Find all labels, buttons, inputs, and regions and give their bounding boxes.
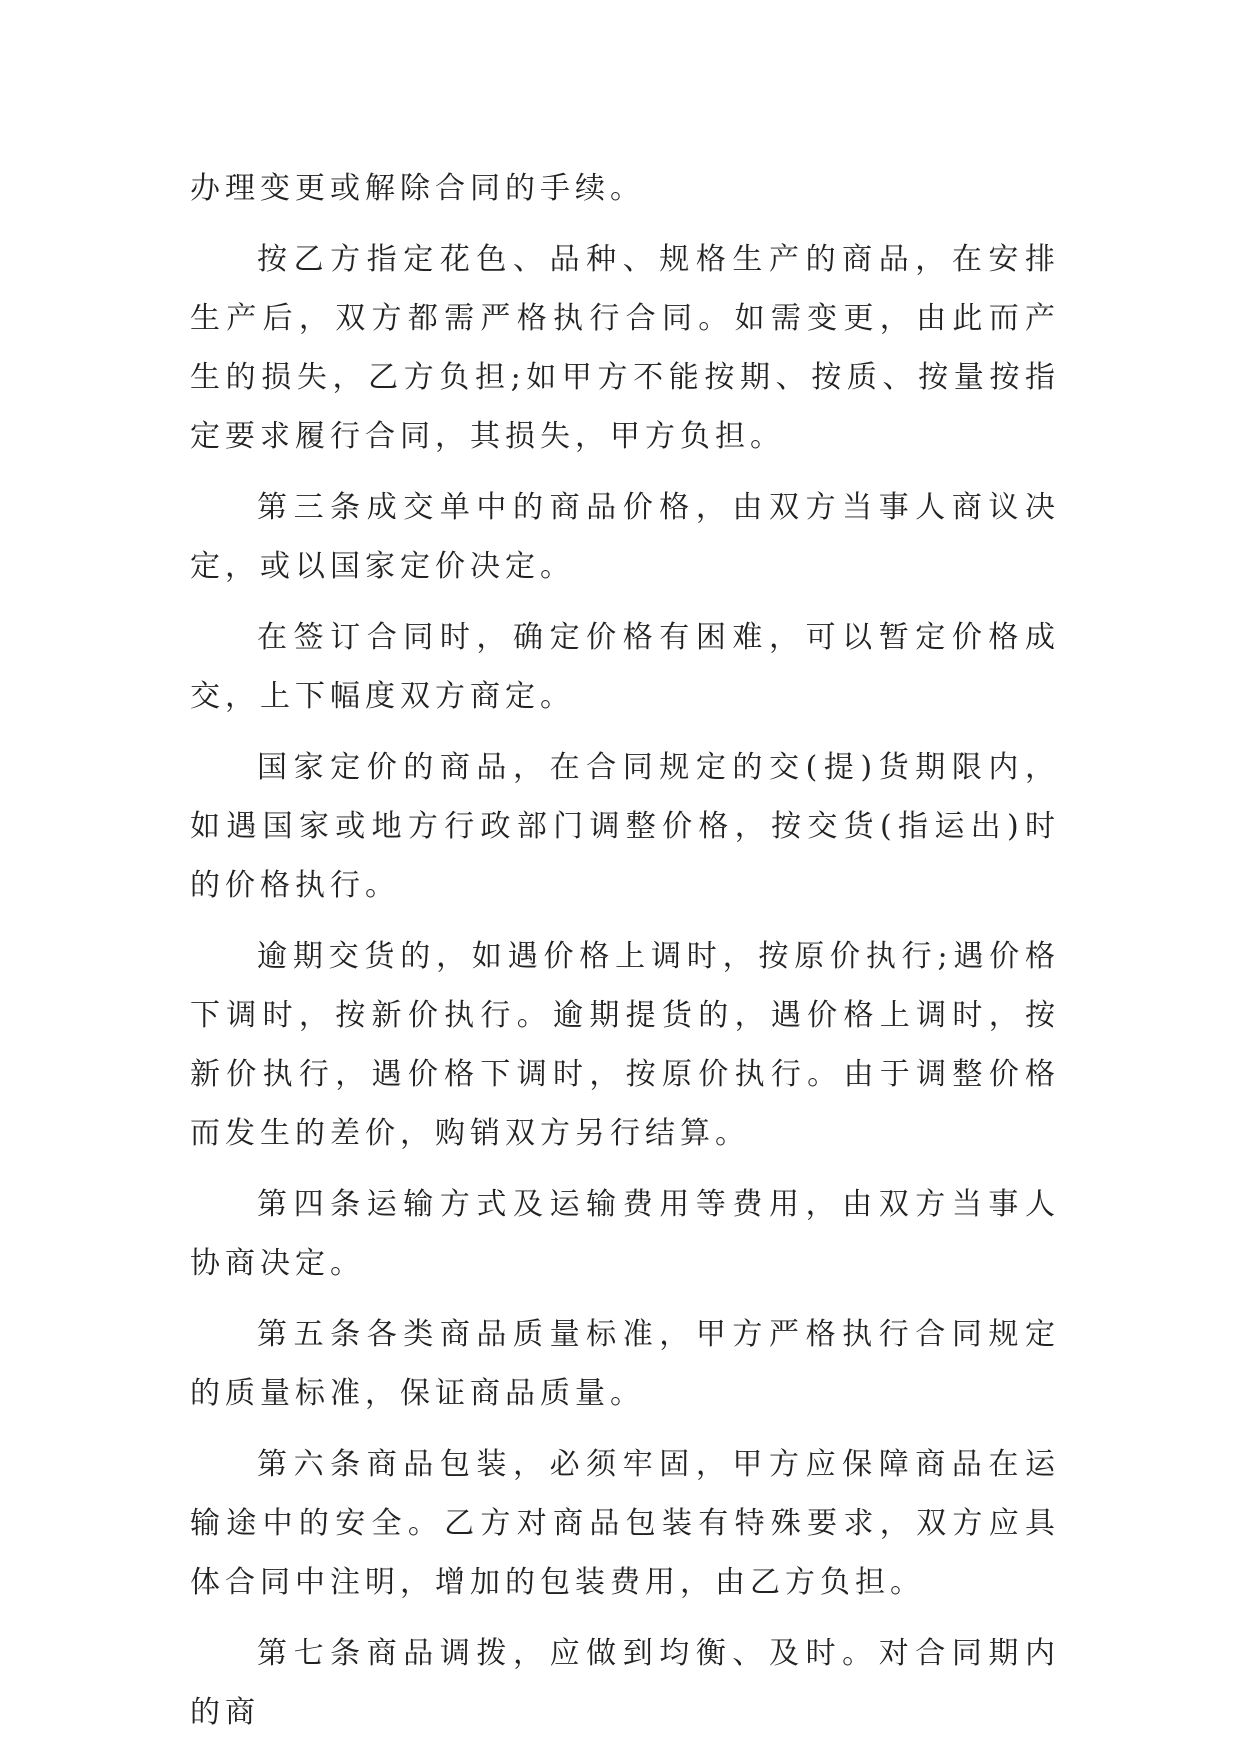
paragraph: 第七条商品调拨，应做到均衡、及时。对合同期内的商	[190, 1636, 1060, 1730]
paragraph: 第四条运输方式及运输费用等费用，由双方当事人协商决定。	[190, 1187, 1060, 1281]
paragraph: 办理变更或解除合同的手续。	[190, 171, 645, 206]
paragraph: 第五条各类商品质量标准，甲方严格执行合同规定的质量标准，保证商品质量。	[190, 1317, 1060, 1411]
paragraph: 第三条成交单中的商品价格，由双方当事人商议决定，或以国家定价决定。	[190, 490, 1060, 584]
paragraph: 国家定价的商品，在合同规定的交(提)货期限内，如遇国家或地方行政部门调整价格，按交货(指运出)时的价格执行。	[190, 750, 1060, 903]
paragraph: 逾期交货的，如遇价格上调时，按原价执行;遇价格下调时，按新价执行。逾期提货的，遇价格上调时，按新价执行，遇价格下调时，按原价执行。由于调整价格而发生的差价，购销双方另行结算。	[190, 939, 1060, 1151]
paragraph: 在签订合同时，确定价格有困难，可以暂定价格成交，上下幅度双方商定。	[190, 620, 1060, 714]
paragraph: 第六条商品包装，必须牢固，甲方应保障商品在运输途中的安全。乙方对商品包装有特殊要求，双方应具体合同中注明，增加的包装费用，由乙方负担。	[190, 1447, 1060, 1600]
paragraph: 按乙方指定花色、品种、规格生产的商品，在安排生产后，双方都需严格执行合同。如需变更，由此而产生的损失，乙方负担;如甲方不能按期、按质、按量按指定要求履行合同，其损失，甲方负担。	[190, 242, 1060, 454]
body-text	[190, 159, 1060, 1754]
